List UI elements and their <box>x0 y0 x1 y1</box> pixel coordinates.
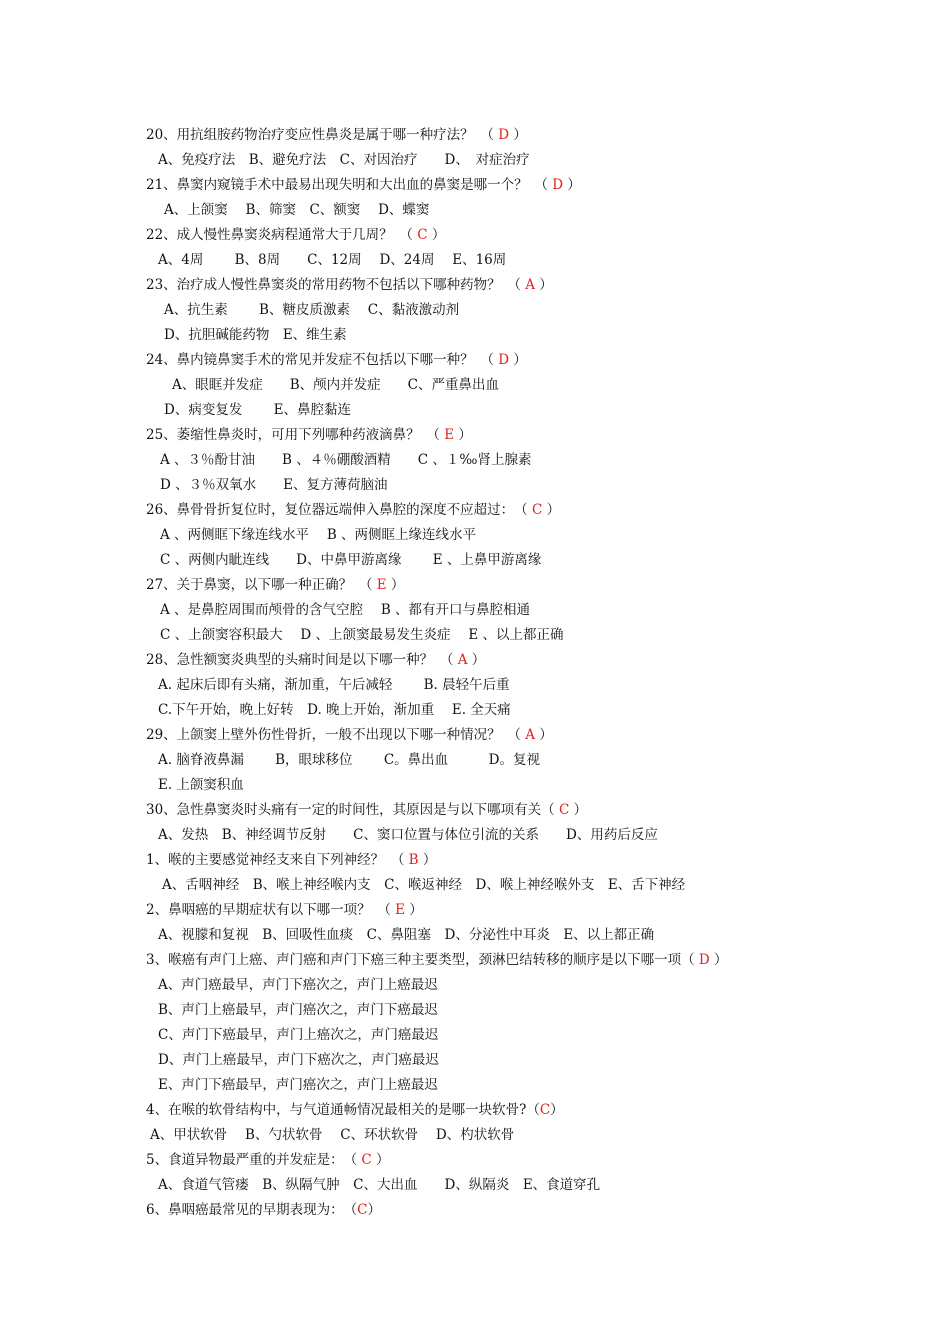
question-close: ） <box>367 1202 381 1218</box>
options-24-a: A、眼眶并发症 B、颅内并发症 C、严重鼻出血 <box>172 377 499 393</box>
options-23-a: A、抗生素 B、糖皮质激素 C、黏液激动剂 <box>164 302 460 318</box>
answer-mark: C <box>554 802 574 818</box>
question-text: 23、治疗成人慢性鼻窦炎的常用药物不包括以下哪种药物？ （ <box>146 277 521 293</box>
answer-mark: C <box>527 502 547 518</box>
answer-mark: A <box>520 277 540 293</box>
options-29-a: A. 脑脊液鼻漏 B，眼球移位 C。鼻出血 D。复视 <box>158 752 540 768</box>
question-text: 2、鼻咽癌的早期症状有以下哪一项？ （ <box>146 902 391 918</box>
question-24 <box>146 351 527 369</box>
options-27-b: C 、上颌窦容积最大 D 、上颌窦最易发生炎症 E 、以上都正确 <box>160 627 564 643</box>
answer-mark: E <box>439 427 459 443</box>
options-1: A、舌咽神经 B、喉上神经喉内支 C、喉返神经 D、喉上神经喉外支 E、舌下神经 <box>162 877 686 893</box>
options-30: A、发热 B、神经调节反射 C、窦口位置与体位引流的关系 D、用药后反应 <box>158 827 658 843</box>
question-text: 24、鼻内镜鼻窦手术的常见并发症不包括以下哪一种？ （ <box>146 352 494 368</box>
options-21: A、上颌窦 B、筛窦 C、额窦 D、蝶窦 <box>164 202 430 218</box>
question-close: ） <box>513 127 527 143</box>
options-24-b: D、病变复发 E、鼻腔黏连 <box>164 402 351 418</box>
question-text: 27、关于鼻窦，以下哪一种正确？ （ <box>146 577 373 593</box>
question-text: 26、鼻骨骨折复位时，复位器远端伸入鼻腔的深度不应超过： （ <box>146 502 528 518</box>
answer-mark: A <box>453 652 472 668</box>
question-close: ） <box>431 227 446 243</box>
question-close: ） <box>471 652 486 668</box>
question-close: ） <box>546 502 561 518</box>
options-27-a: A 、是鼻腔周围而颅骨的含气空腔 B 、都有开口与鼻腔相通 <box>160 602 531 618</box>
options-20: A、免疫疗法 B、避免疗法 C、对因治疗 D、 对症治疗 <box>158 152 530 168</box>
question-text: 25、萎缩性鼻炎时，可用下列哪种药液滴鼻？ （ <box>146 427 440 443</box>
options-3-a: A、声门癌最早，声门下癌次之，声门上癌最迟 <box>158 977 438 993</box>
options-25-a: A 、３％酚甘油 B 、４％硼酸酒精 C 、１‰肾上腺素 <box>160 452 532 468</box>
options-26-a: A 、两侧眶下缘连线水平 B 、两侧眶上缘连线水平 <box>160 527 477 543</box>
question-6 <box>146 1201 381 1219</box>
question-22 <box>146 226 445 244</box>
question-text: 20、用抗组胺药物治疗变应性鼻炎是属于哪一种疗法？ （ <box>146 127 494 143</box>
question-text: 30、急性鼻窦炎时头痛有一定的时间性，其原因是与以下哪项有关（ <box>146 802 555 818</box>
question-3 <box>146 951 728 969</box>
options-3-e: E、声门下癌最早，声门癌次之，声门上癌最迟 <box>158 1077 438 1093</box>
question-28 <box>146 651 485 669</box>
answer-mark: C <box>357 1152 377 1168</box>
question-26 <box>146 501 560 519</box>
answer-mark: D <box>493 352 514 368</box>
question-close: ） <box>714 952 728 968</box>
options-28-b: C.下午开始，晚上好转 D. 晚上开始，渐加重 E. 全天痛 <box>158 702 511 718</box>
question-29 <box>146 726 553 744</box>
answer-mark: D <box>547 177 568 193</box>
question-close: ） <box>513 352 527 368</box>
answer-mark: C <box>357 1202 368 1218</box>
question-4 <box>146 1101 564 1119</box>
options-25-b: D 、３％双氧水 E、复方薄荷脑油 <box>160 477 388 493</box>
options-23-b: D、抗胆碱能药物 E、维生素 <box>164 327 347 343</box>
question-text: 28、急性额窦炎典型的头痛时间是以下哪一种？ （ <box>146 652 454 668</box>
question-text: 6、鼻咽癌最常见的早期表现为： （ <box>146 1202 358 1218</box>
question-25 <box>146 426 472 444</box>
answer-mark: C <box>539 1102 551 1118</box>
question-21 <box>146 176 581 194</box>
question-close: ） <box>422 852 437 868</box>
question-close: ） <box>573 802 588 818</box>
question-text: 29、上颌窦上壁外伤性骨折，一般不出现以下哪一种情况？ （ <box>146 727 521 743</box>
answer-mark: E <box>390 902 410 918</box>
question-30 <box>146 801 587 819</box>
options-22: A、4周 B、8周 C、12周 D、24周 E、16周 <box>158 252 507 268</box>
question-text: 21、鼻窦内窥镜手术中最易出现失明和大出血的鼻窦是哪一个？ （ <box>146 177 548 193</box>
options-29-b: E. 上颌窦积血 <box>158 777 244 793</box>
question-close: ） <box>458 427 472 443</box>
question-close: ） <box>539 727 553 743</box>
question-text: 22、成人慢性鼻窦炎病程通常大于几周？ （ <box>146 227 413 243</box>
question-close: ） <box>390 577 405 593</box>
question-text: 3、喉癌有声门上癌、声门癌和声门下癌三种主要类型，颈淋巴结转移的顺序是以下哪一项（ <box>146 952 695 968</box>
options-26-b: C 、两侧内眦连线 D、中鼻甲游离缘 E 、上鼻甲游离缘 <box>160 552 542 568</box>
question-close: ） <box>567 177 581 193</box>
options-3-d: D、声门上癌最早，声门下癌次之，声门癌最迟 <box>158 1052 439 1068</box>
options-28-a: A. 起床后即有头痛，渐加重，午后减轻 B. 晨轻午后重 <box>158 677 510 693</box>
answer-mark: C <box>412 227 432 243</box>
question-2 <box>146 901 423 919</box>
answer-mark: D <box>694 952 714 968</box>
options-4: A、甲状软骨 B、勺状软骨 C、环状软骨 D、杓状软骨 <box>150 1127 515 1143</box>
question-text: 4、在喉的软骨结构中，与气道通畅情况最相关的是哪一块软骨?（ <box>146 1102 540 1118</box>
options-2: A、视朦和复视 B、回吸性血痰 C、鼻阻塞 D、分泌性中耳炎 E、以上都正确 <box>158 927 655 943</box>
question-close: ） <box>550 1102 564 1118</box>
question-text: 1、喉的主要感觉神经支来自下列神经？ （ <box>146 852 405 868</box>
question-close: ） <box>539 277 553 293</box>
question-1 <box>146 851 436 869</box>
options-3-b: B、声门上癌最早，声门癌次之，声门下癌最迟 <box>158 1002 438 1018</box>
answer-mark: A <box>520 727 540 743</box>
question-close: ） <box>376 1152 390 1168</box>
options-5: A、食道气管瘘 B、纵隔气肿 C、大出血 D、纵隔炎 E、食道穿孔 <box>158 1177 601 1193</box>
question-27 <box>146 576 404 594</box>
answer-mark: E <box>372 577 391 593</box>
answer-mark: B <box>404 852 423 868</box>
question-close: ） <box>409 902 423 918</box>
question-text: 5、食道异物最严重的并发症是： （ <box>146 1152 358 1168</box>
question-5 <box>146 1151 390 1169</box>
options-3-c: C、声门下癌最早，声门上癌次之，声门癌最迟 <box>158 1027 439 1043</box>
answer-mark: D <box>493 127 514 143</box>
question-20 <box>146 126 527 144</box>
question-23 <box>146 276 553 294</box>
